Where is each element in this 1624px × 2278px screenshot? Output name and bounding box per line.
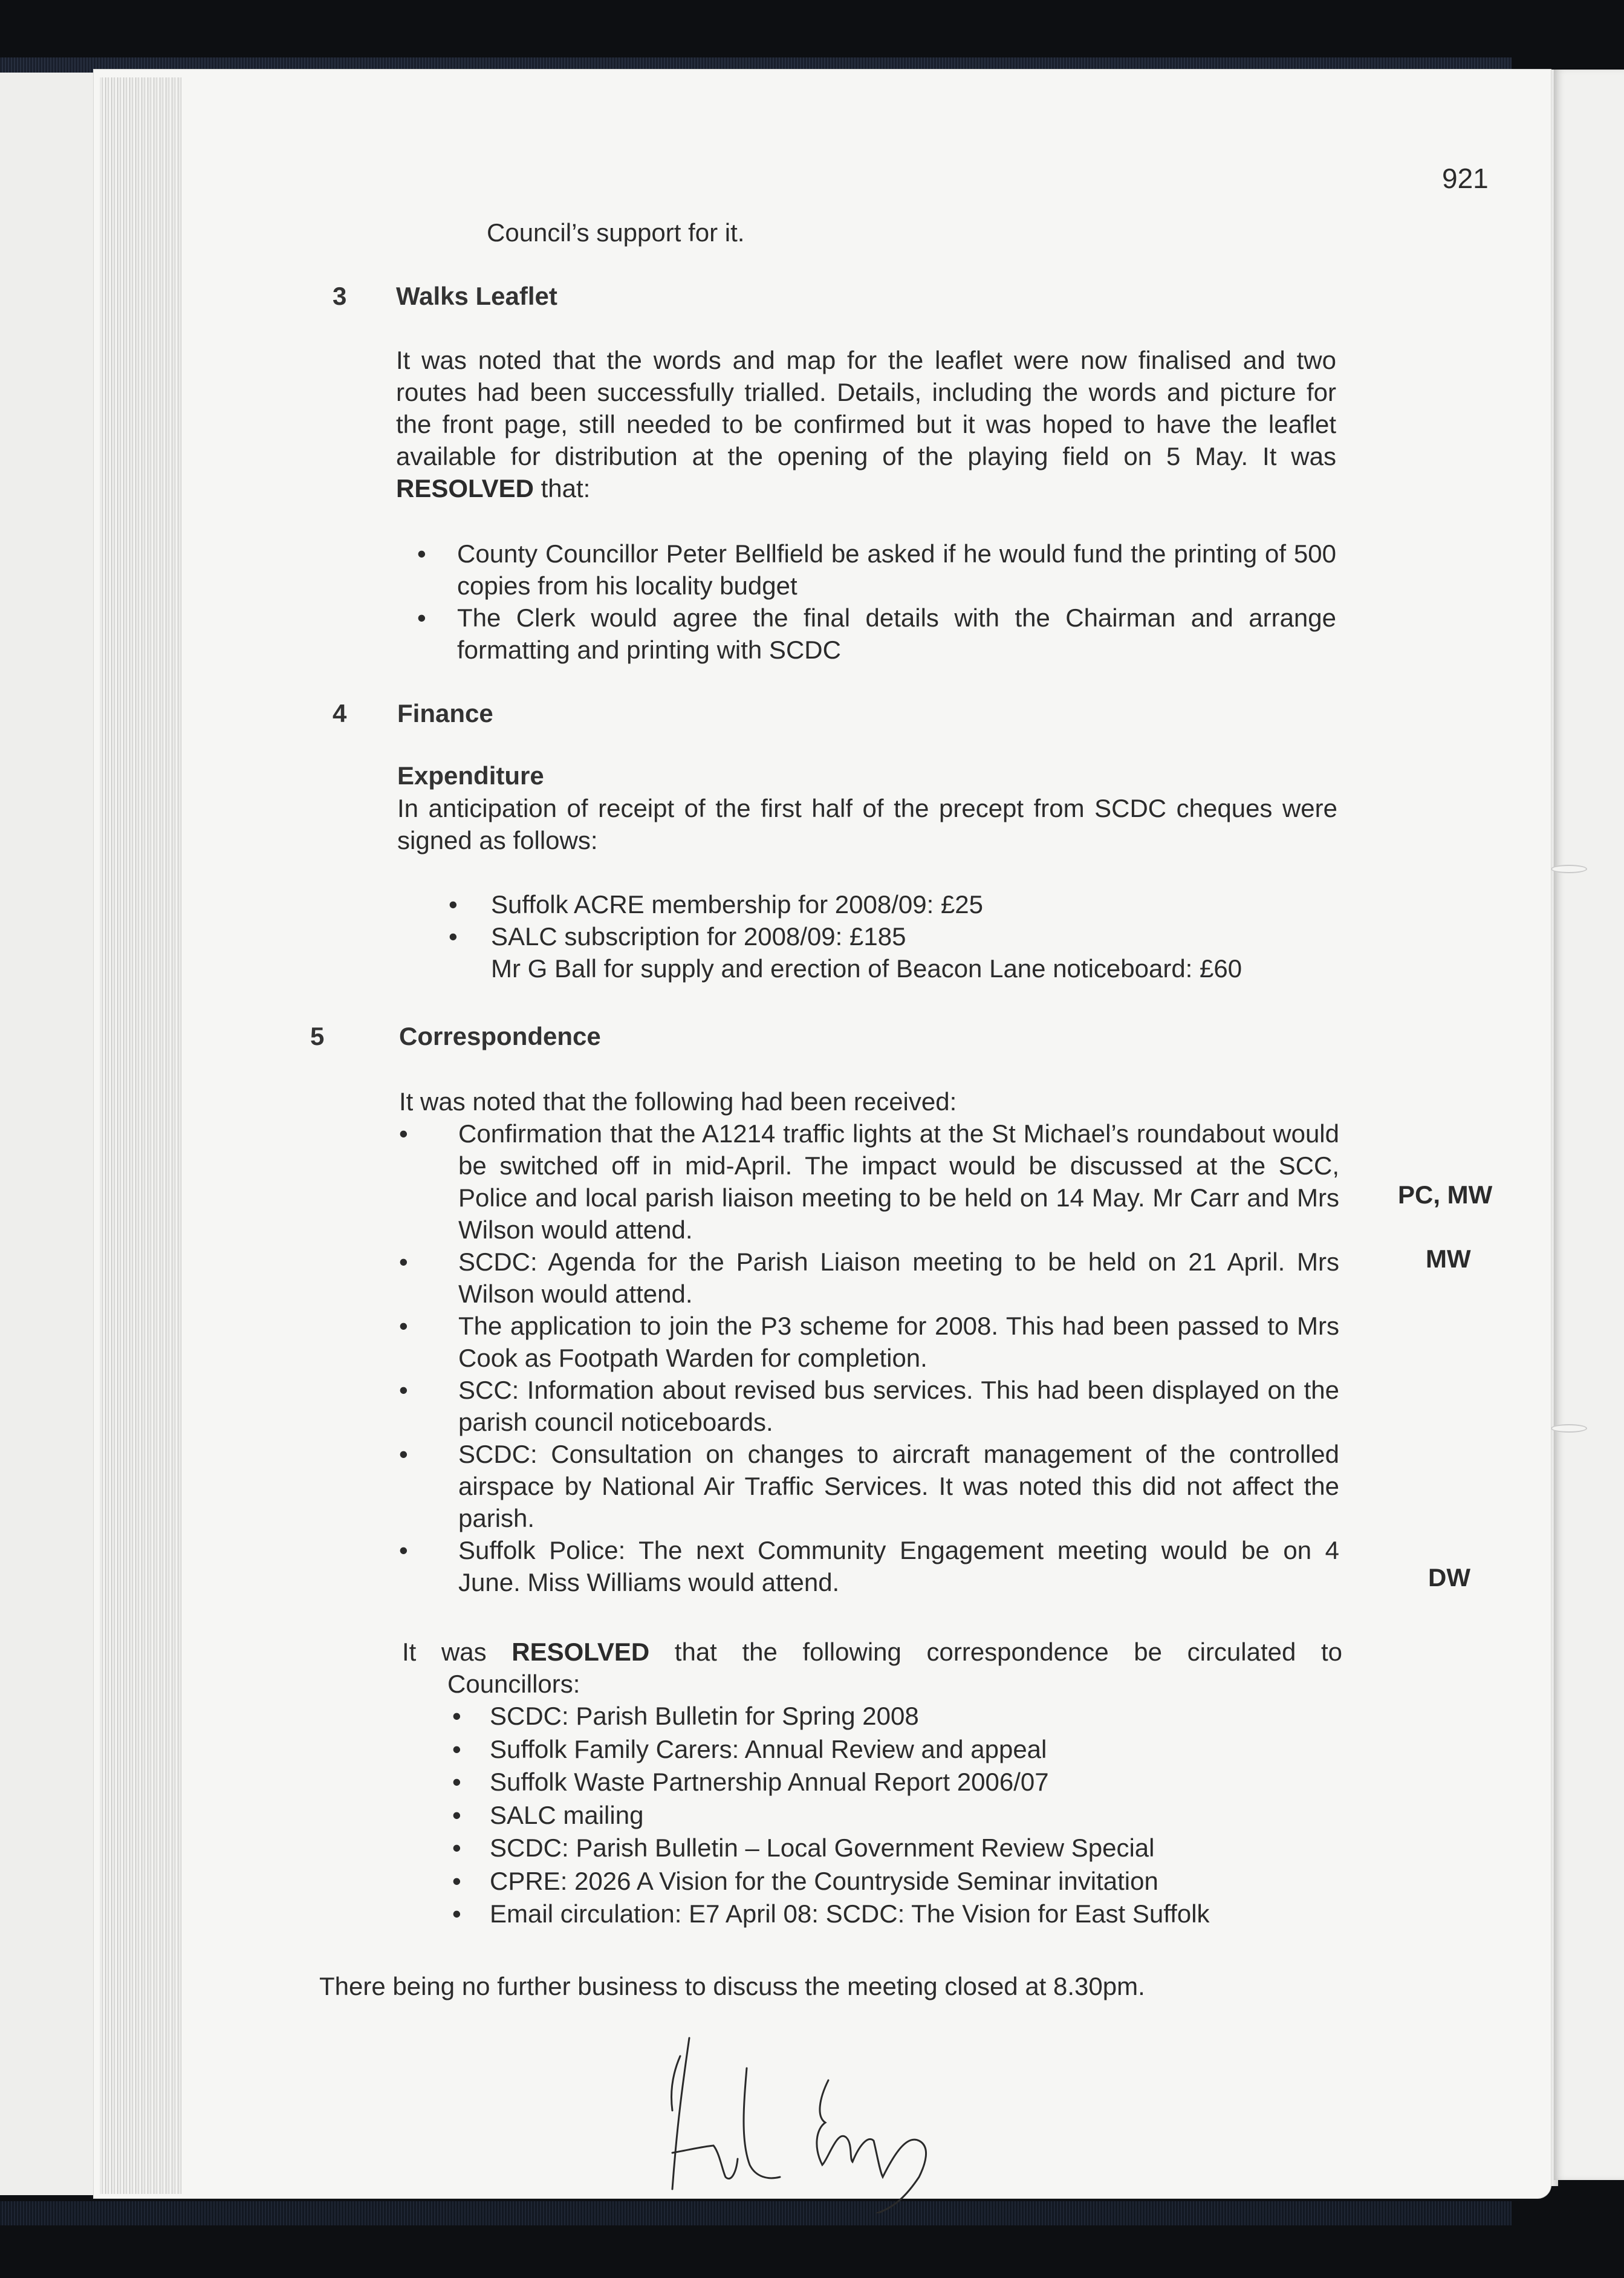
expenditure-paragraph: In anticipation of receipt of the first half of the precept from SCDC cheques were signed as follows: — [397, 794, 1337, 854]
received-list — [399, 1118, 1339, 1598]
bullet-icon: • — [452, 1899, 461, 1928]
closing-statement: There being no further business to discuss the meeting closed at 8.30pm. — [319, 1972, 1145, 2000]
bullet-icon: • — [452, 1734, 461, 1763]
bullet-icon: • — [399, 1440, 408, 1468]
list-item-text: The Clerk would agree the final details with the Chairman and arrange formatting and printing with SCDC — [457, 604, 1336, 664]
list-item-text: SCDC: Parish Bulletin – Local Government Review Special — [490, 1834, 1155, 1862]
circulation-recipients: Councillors: — [447, 1670, 580, 1698]
list-item — [399, 1534, 1339, 1598]
bullet-icon: • — [417, 604, 426, 632]
list-item — [452, 1865, 1359, 1898]
bullet-icon: • — [452, 1866, 461, 1895]
bullet-icon: • — [452, 1702, 461, 1730]
list-item-text: Suffolk Family Carers: Annual Review and appeal — [490, 1734, 1047, 1763]
list-item — [452, 1733, 1359, 1766]
list-item-text: SALC mailing — [490, 1800, 644, 1829]
signature-stroke — [744, 2068, 780, 2178]
action-initials: MW — [1426, 1245, 1471, 1273]
bullet-icon: • — [399, 1536, 408, 1564]
list-item — [449, 920, 1356, 952]
signature-stroke — [672, 2038, 689, 2189]
list-item-text: Suffolk ACRE membership for 2008/09: £25 — [491, 890, 984, 919]
section-number: 3 — [333, 282, 347, 310]
list-item — [452, 1766, 1359, 1799]
bullet-icon: • — [399, 1119, 408, 1148]
list-item-text: Confirmation that the A1214 traffic lights at the St Michael’s roundabout would be switched off in mid-April. The impact would be discussed at the SCC, Police and local parish liaison meeting to be held on 14 May. Mr Carr and Mrs Wilson would attend. — [458, 1119, 1339, 1244]
list-item — [452, 1799, 1359, 1832]
section-number: 5 — [310, 1022, 325, 1050]
circulation-resolution — [402, 1636, 1342, 1668]
page-stack-edge — [100, 77, 181, 2194]
list-item-text: SALC subscription for 2008/09: £185 — [491, 922, 906, 951]
list-item-text: Suffolk Waste Partnership Annual Report 2006/07 — [490, 1768, 1049, 1796]
bullet-icon: • — [399, 1312, 408, 1340]
list-item-text: Mr G Ball for supply and erection of Beacon Lane noticeboard: £60 — [491, 954, 1242, 983]
section-title-correspondence: Correspondence — [399, 1022, 601, 1050]
section-title-walks-leaflet: Walks Leaflet — [396, 282, 557, 310]
list-item-text: SCDC: Consultation on changes to aircraft management of the controlled airspace by National Air Traffic Services. It was noted this did not affect the parish. — [458, 1440, 1339, 1532]
signature-stroke — [817, 2080, 926, 2213]
list-item-text: CPRE: 2026 A Vision for the Countryside Seminar invitation — [490, 1866, 1158, 1895]
circulation-list — [452, 1700, 1359, 1931]
list-item-text: County Councillor Peter Bellfield be asked if he would fund the printing of 500 copies from his locality budget — [457, 539, 1336, 600]
bullet-icon: • — [452, 1800, 461, 1829]
list-item-text: Email circulation: E7 April 08: SCDC: The Vision for East Suffolk — [490, 1899, 1210, 1928]
resolution-prefix: It was — [402, 1638, 487, 1666]
bullet-icon: • — [399, 1248, 408, 1276]
bullet-icon: • — [452, 1834, 461, 1862]
action-initials: DW — [1428, 1563, 1470, 1592]
bullet-icon: • — [452, 1768, 461, 1796]
list-item — [452, 1700, 1359, 1733]
correspondence-intro: It was noted that the following had been received: — [399, 1087, 957, 1116]
expenditure-list — [449, 888, 1356, 984]
walks-leaflet-paragraph — [396, 344, 1336, 504]
bullet-icon: • — [449, 890, 458, 919]
list-item — [417, 538, 1336, 602]
list-item — [399, 1310, 1339, 1374]
resolved-word: RESOLVED — [512, 1638, 650, 1666]
list-item — [452, 1832, 1359, 1865]
page-number: 921 — [1442, 163, 1489, 194]
list-item-text: Suffolk Police: The next Community Engagement meeting would be on 4 June. Miss Williams would attend. — [458, 1536, 1339, 1596]
section-title-finance: Finance — [397, 699, 493, 727]
signature-icon — [665, 2032, 1330, 2213]
bullet-icon: • — [449, 922, 458, 951]
bullet-icon: • — [399, 1376, 408, 1404]
list-item-text: SCDC: Parish Bulletin for Spring 2008 — [490, 1702, 919, 1730]
neighbor-page-right — [1554, 70, 1624, 2180]
list-item — [399, 1438, 1339, 1534]
list-item — [449, 952, 1356, 984]
signature-stroke — [672, 2146, 738, 2179]
list-item-text: SCC: Information about revised bus services. This had been displayed on the parish council noticeboards. — [458, 1376, 1339, 1436]
resolution-suffix: that the following correspondence be circulated to — [674, 1638, 1342, 1666]
list-item — [449, 888, 1356, 920]
walks-leaflet-resolutions — [417, 538, 1336, 666]
section-number: 4 — [333, 699, 347, 727]
list-item — [399, 1118, 1339, 1246]
list-item-text: The application to join the P3 scheme for 2008. This had been passed to Mrs Cook as Footpath Warden for completion. — [458, 1312, 1339, 1372]
list-item-text: SCDC: Agenda for the Parish Liaison meeting to be held on 21 April. Mrs Wilson would attend. — [458, 1248, 1339, 1308]
bullet-icon: • — [417, 539, 426, 568]
underlying-page-left — [0, 73, 97, 2195]
paragraph-end: that: — [541, 474, 591, 503]
list-item — [417, 602, 1336, 666]
list-item — [399, 1374, 1339, 1438]
intro-continuation: Council’s support for it. — [487, 218, 745, 247]
punch-hole-icon — [1551, 1424, 1587, 1433]
subheading-expenditure: Expenditure — [397, 761, 544, 790]
list-item — [399, 1246, 1339, 1310]
signature-stroke — [672, 2056, 680, 2110]
paragraph-text: It was noted that the words and map for the leaflet were now finalised and two routes had been successfully trialled. Details, including the words and picture for the front page, still needed to be confirmed but it was hoped to have the leaflet available for distribution at the opening of the playing field on 5 May. It was — [396, 346, 1336, 470]
action-initials: PC, MW — [1398, 1180, 1493, 1209]
punch-hole-icon — [1551, 865, 1587, 873]
resolved-word: RESOLVED — [396, 474, 534, 503]
list-item — [452, 1898, 1359, 1931]
